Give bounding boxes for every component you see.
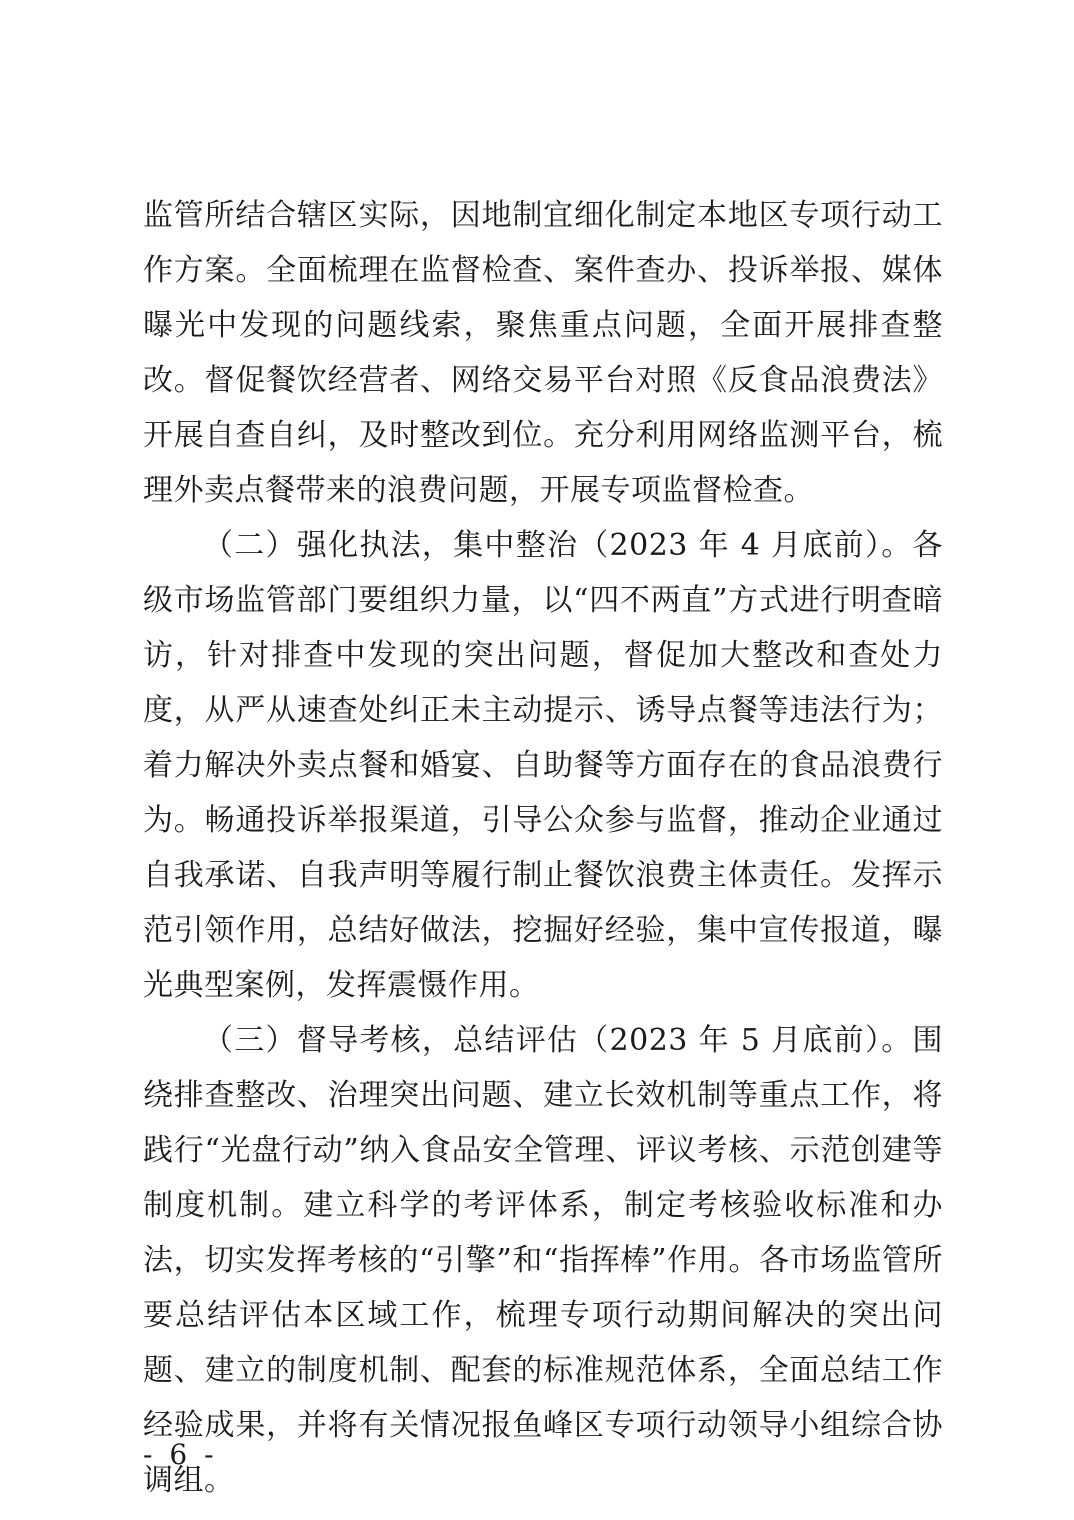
paragraph-continued: 监管所结合辖区实际，因地制宜细化制定本地区专项行动工作方案。全面梳理在监督检查、案件查办、投诉举报、媒体曝光中发现的问题线索，聚焦重点问题，全面开展排查整改。督促餐饮经营者、网络交易平台对照《反食品浪费法》开展自查自纠，及时整改到位。充分利用网络监测平台，梳理外卖点餐带来的浪费问题，开展专项监督检查。 [143, 198, 943, 508]
page-number: - 6 - [143, 1438, 218, 1471]
paragraph-section-2: （二）强化执法，集中整治（2023 年 4 月底前）。各级市场监管部门要组织力量，以“四不两直”方式进行明查暗访，针对排查中发现的突出问题，督促加大整改和查处力度，从严从速查处纠正未主动提示、诱导点餐等违法行为；着力解决外卖点餐和婚宴、自助餐等方面存在的食品浪费行为。畅通投诉举报渠道，引导公众参与监督，推动企业通过自我承诺、自我声明等履行制止餐饮浪费主体责任。发挥示范引领作用，总结好做法，挖掘好经验，集中宣传报道，曝光典型案例，发挥震慑作用。 [143, 528, 943, 1003]
document-body [143, 188, 943, 1508]
paragraph-section-3: （三）督导考核，总结评估（2023 年 5 月底前）。围绕排查整改、治理突出问题、建立长效机制等重点工作，将践行“光盘行动”纳入食品安全管理、评议考核、示范创建等制度机制。建立科学的考评体系，制定考核验收标准和办法，切实发挥考核的“引擎”和“指挥棒”作用。各市场监管所要总结评估本区域工作，梳理专项行动期间解决的突出问题、建立的制度机制、配套的标准规范体系，全面总结工作经验成果，并将有关情况报鱼峰区专项行动领导小组综合协调组。 [143, 1023, 943, 1498]
